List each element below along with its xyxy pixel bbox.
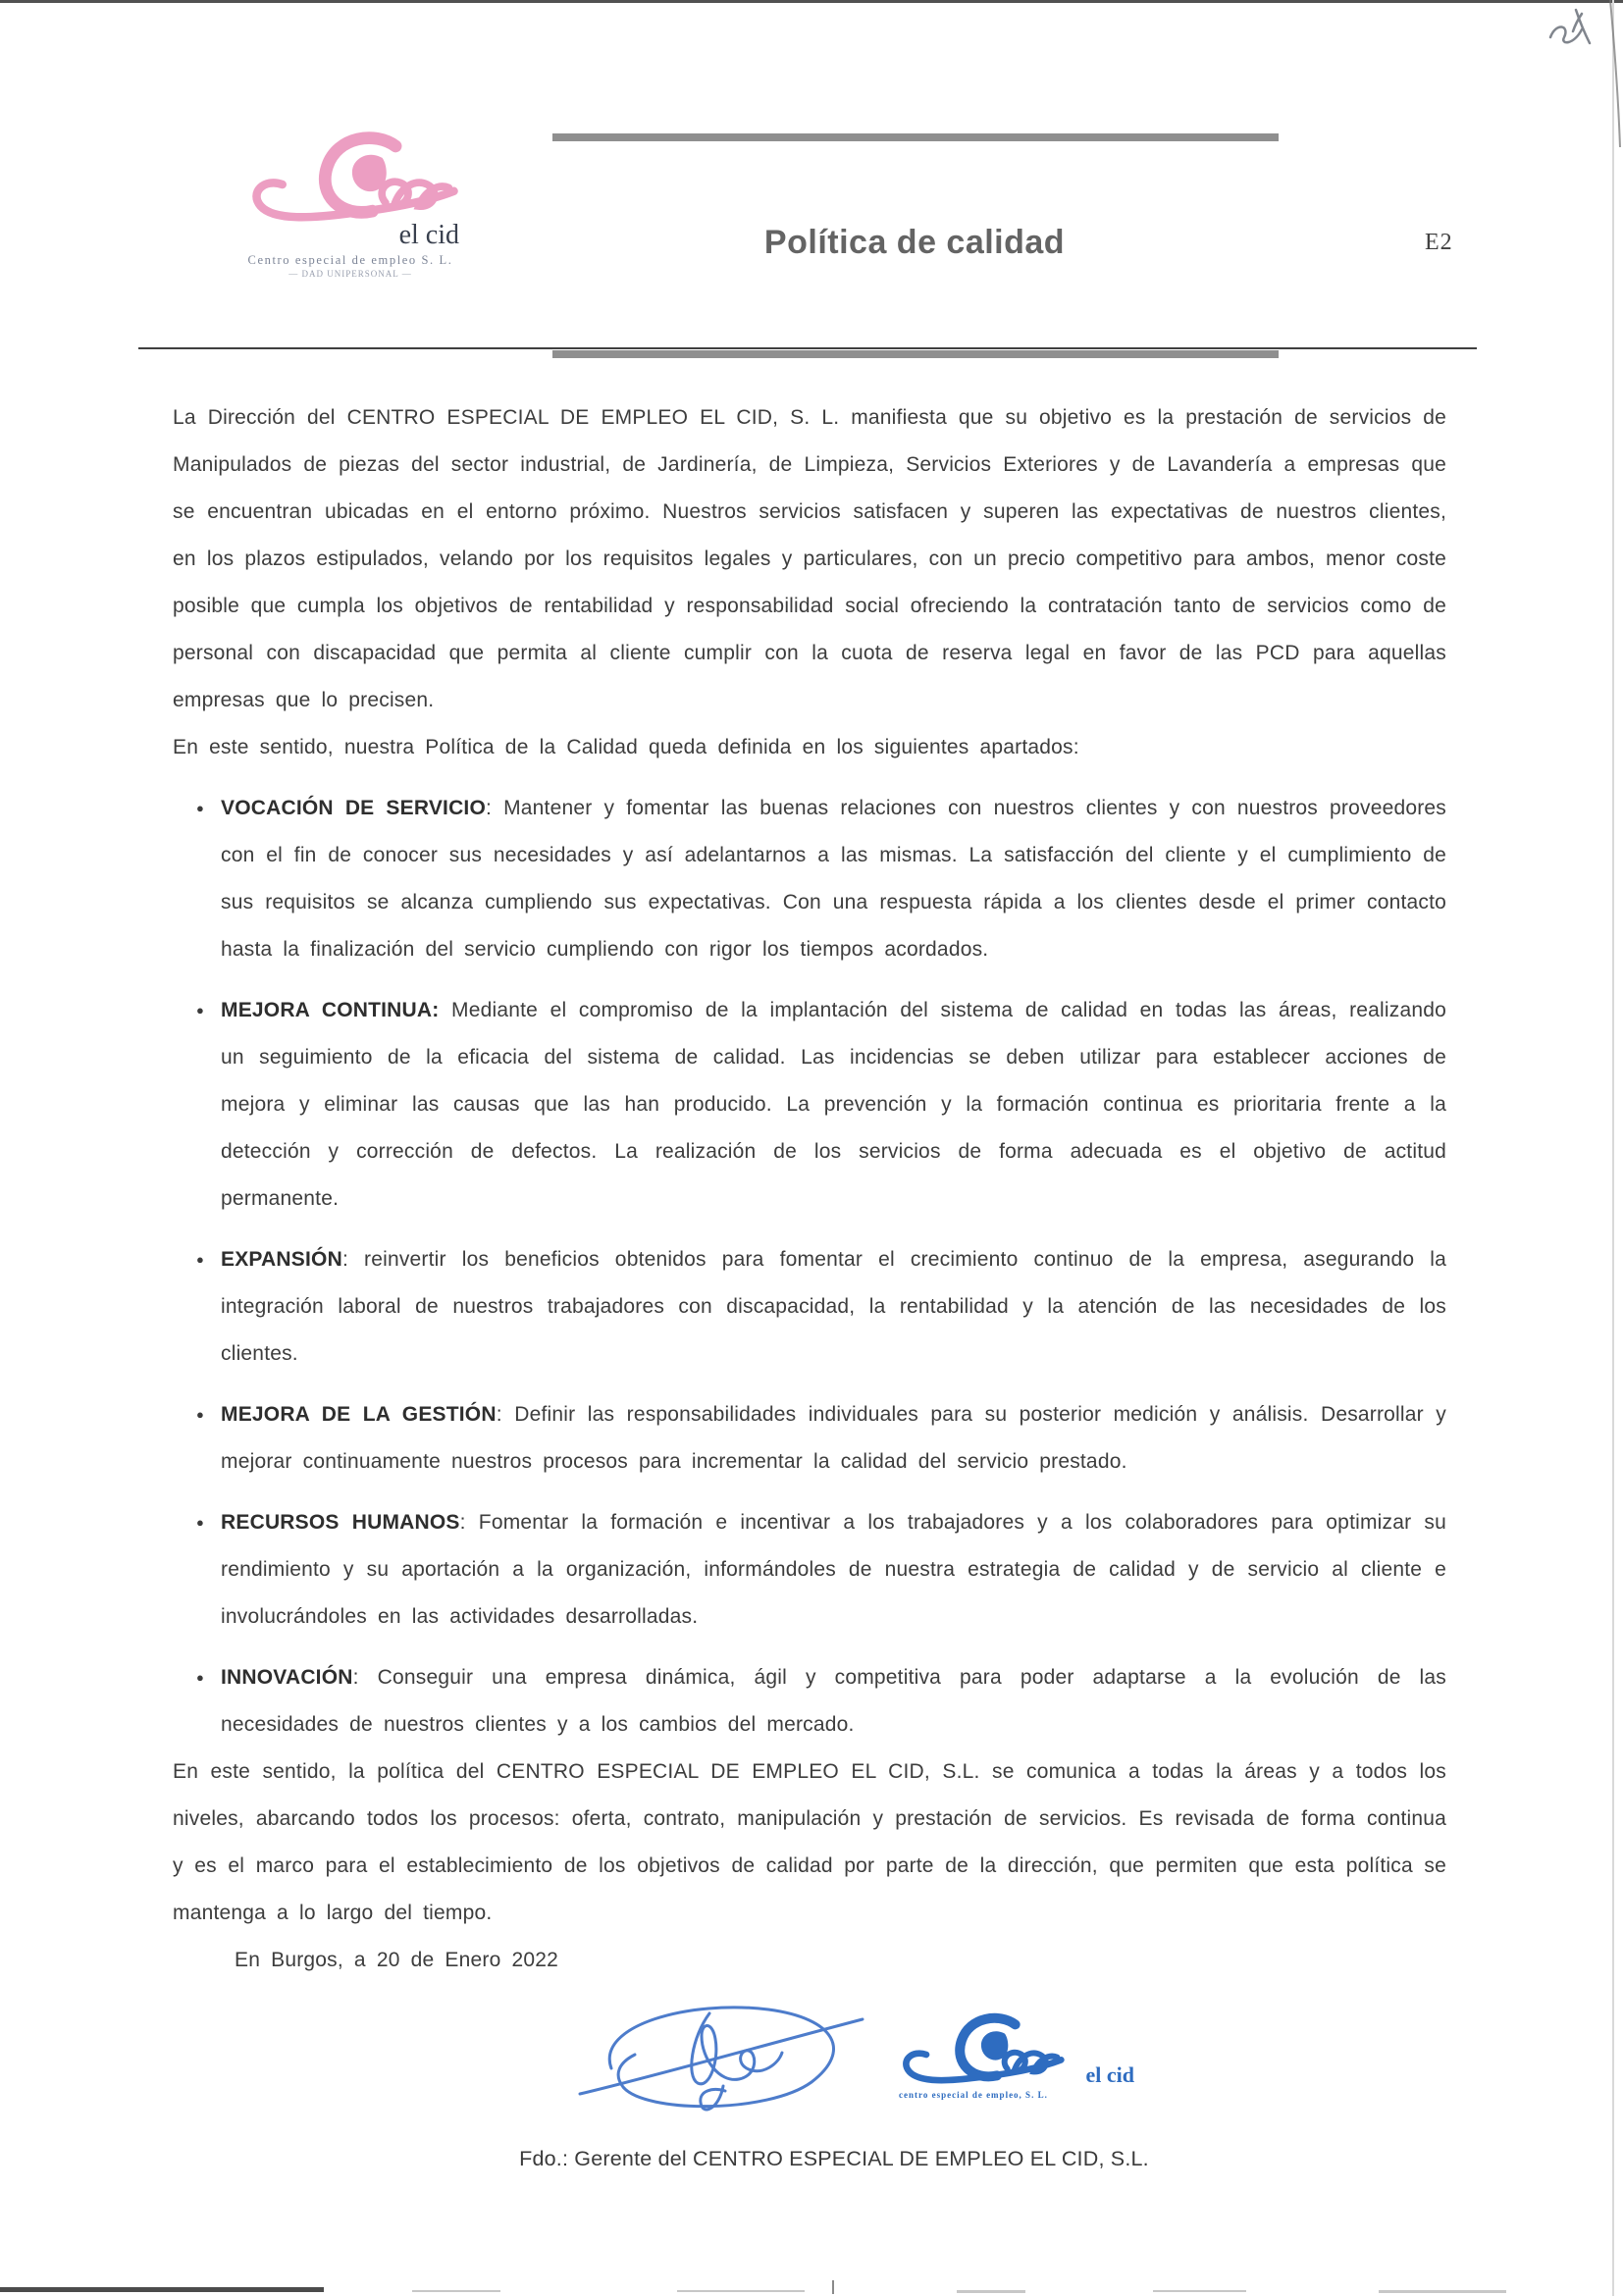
date-line: En Burgos, a 20 de Enero 2022 [235, 1949, 559, 1971]
scan-bottom-border [0, 2287, 324, 2292]
stamp-caption: centro especial de empleo, S. L. [899, 2090, 1048, 2100]
policy-bullet-list [173, 785, 1446, 1748]
bullet-text: : Fomentar la formación e incentivar a los trabajadores y a los colaboradores para optimizar su rendimiento y su aportación a la organización, informándoles de nuestra estrategia de calidad y de servicio al cliente e involucrándoles en las actividades desarrolladas. [221, 1511, 1446, 1628]
handwritten-signature [574, 1992, 868, 2124]
bullet-text: : reinvertir los beneficios obtenidos para fomentar el crecimiento continuo de la empresa, asegurando la integración laboral de nuestros trabajadores con discapacidad, la rentabilidad y la atención de las necesidades de los clientes. [221, 1248, 1446, 1365]
bullet-title: EXPANSIÓN [221, 1248, 342, 1271]
bullet-text: : Conseguir una empresa dinámica, ágil y competitiva para poder adaptarse a la evolución de las necesidades de nuestros clientes y a los cambios del mercado. [221, 1666, 1446, 1736]
bullet-text: : Definir las responsabilidades individuales para su posterior medición y análisis. Desarrollar y mejorar continuamente nuestros procesos para incrementar la calidad del servicio prestado. [221, 1403, 1447, 1473]
logo-tagline: — DAD UNIPERSONAL — [288, 269, 412, 279]
document-body [173, 394, 1446, 1984]
paragraph-main: La Dirección del CENTRO ESPECIAL DE EMPLEO EL CID, S. L. manifiesta que su objetivo es la prestación de servicios de Manipulados de piezas del sector industrial, de Jardinería, de Limpieza, Servicios Exteriores y de Lavandería a empresas que se encuentran ubicadas en el entorno próximo. Nuestros servicios satisfacen y superen las expectativas de nuestros clientes, en los plazos estipulados, velando por los requisitos legales y particulares, con un precio competitivo para ambos, menor coste posible que cumpla los objetivos de rentabilidad y responsabilidad social ofreciendo la contratación tanto de servicios como de personal con discapacidad que permita al cliente cumplir con la cuota de reserva legal en favor de las PCD para aquellas empresas que lo precisen. [173, 406, 1446, 711]
bullet-mejora-de-la-gestion [173, 1391, 1446, 1486]
bullet-title: MEJORA DE LA GESTIÓN [221, 1403, 497, 1426]
company-stamp [895, 2011, 1140, 2105]
scan-bottom-dash [1379, 2290, 1506, 2293]
el-cid-stamp-swirl-icon [895, 2011, 1068, 2098]
header-rule-top [552, 133, 1279, 141]
scan-top-border [0, 0, 1623, 3]
bullet-title: RECURSOS HUMANOS [221, 1511, 460, 1534]
scan-bottom-tick [832, 2280, 834, 2294]
paragraph-intro: En este sentido, nuestra Política de la Calidad queda definida en los siguientes apartados: [173, 736, 1079, 758]
scan-bottom-dash [677, 2290, 805, 2292]
bullet-title: VOCACIÓN DE SERVICIO [221, 797, 487, 819]
document-code: E2 [1425, 230, 1453, 255]
scan-bottom-dash [1153, 2290, 1246, 2292]
logo-name: el cid [398, 220, 459, 250]
bullet-innovacion [173, 1654, 1446, 1748]
bullet-expansion [173, 1236, 1446, 1378]
scan-bottom-dash [957, 2290, 1025, 2293]
header-rule-bottom-thick [552, 350, 1279, 358]
scan-bottom-dash [412, 2290, 500, 2292]
header-rule-bottom-thin [138, 347, 1477, 349]
bullet-vocacion-de-servicio [173, 785, 1446, 973]
page-title: Política de calidad [763, 224, 1066, 261]
bullet-title: INNOVACIÓN [221, 1666, 353, 1689]
scan-right-border [1612, 0, 1614, 2296]
signature-caption: Fdo.: Gerente del CENTRO ESPECIAL DE EMPLEO EL CID, S.L. [519, 2147, 1149, 2170]
paragraph-closing: En este sentido, la política del CENTRO ESPECIAL DE EMPLEO EL CID, S.L. se comunica a todas la áreas y a todos los niveles, abarcando todos los procesos: oferta, contrato, manipulación y prestación de servicios. Es revisada de forma continua y es el marco para el establecimiento de los objetivos de calidad por parte de la dirección, que permiten que esta política se mantenga a lo largo del tiempo. [173, 1760, 1446, 1924]
bullet-mejora-continua [173, 987, 1446, 1223]
bullet-text: Mediante el compromiso de la implantación del sistema de calidad en todas las áreas, realizando un seguimiento de la eficacia del sistema de calidad. Las incidencias se deben utilizar para establecer acciones de mejora y eliminar las causas que las han producido. La prevención y la formación continua es prioritaria frente a la detección y corrección de defectos. La realización de los servicios de forma adecuada es el objetivo de actitud permanente. [221, 999, 1446, 1210]
bullet-text: : Mantener y fomentar las buenas relaciones con nuestros clientes y con nuestros proveedores con el fin de conocer sus necesidades y así adelantarnos a las mismas. La satisfacción del cliente y el cumplimiento de sus requisitos se alcanza cumpliendo sus expectativas. Con una respuesta rápida a los clientes desde el primer contacto hasta la finalización del servicio cumpliendo con rigor los tiempos acordados. [221, 797, 1446, 961]
stamp-name: el cid [1085, 2062, 1134, 2087]
bullet-title: MEJORA CONTINUA: [221, 999, 440, 1021]
bullet-recursos-humanos [173, 1499, 1446, 1641]
logo-caption: Centro especial de empleo S. L. [247, 253, 453, 267]
company-logo [241, 130, 459, 277]
pen-scribble-mark [1539, 2, 1601, 51]
